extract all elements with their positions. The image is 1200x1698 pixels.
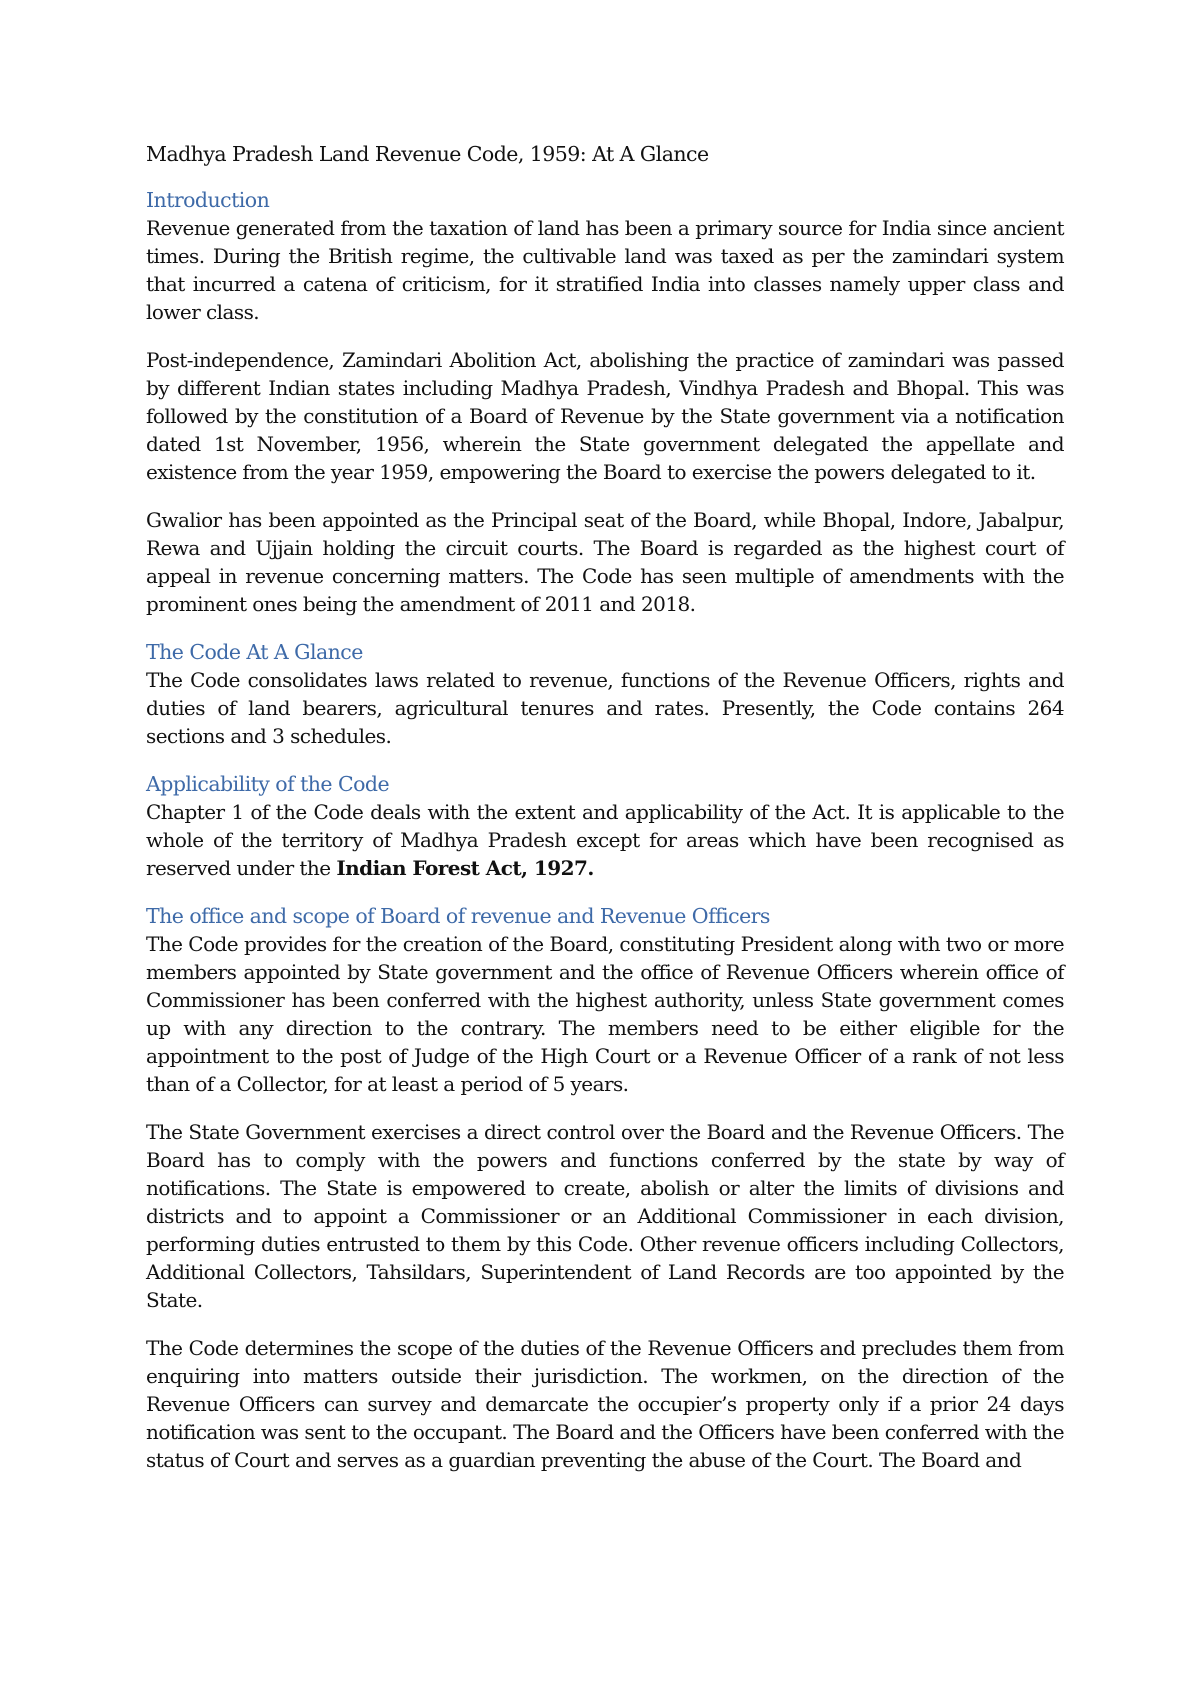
- paragraph-board-office-2: The State Government exercises a direct control over the Board and the Revenue Officers. The Board has to comply with the powers and functions conferred by the state by way of notifications. The State is empowered to create, abolish or alter the limits of divisions and districts and to appoint a Commissioner or an Additional Commissioner in each division, performing duties entrusted to them by this Code. Other revenue officers including Collectors, Additional Collectors, Tahsildars, Superintendent of Land Records are too appointed by the State.: [146, 1120, 1064, 1312]
- paragraph-introduction-1: Revenue generated from the taxation of land has been a primary source for India since ancient times. During the British regime, the cultivable land was taxed as per the zamindari system that incurred a catena of criticism, for it stratified India into classes namely upper class and lower class.: [146, 216, 1064, 324]
- document-page: [146, 140, 1064, 1494]
- heading-code-at-a-glance: The Code At A Glance: [146, 640, 363, 664]
- indian-forest-act-reference: Indian Forest Act, 1927.: [336, 856, 594, 880]
- applicability-text: Chapter 1 of the Code deals with the extent and applicability of the Act. It is applicable to the whole of the territory of Madhya Pradesh except for areas which have been recognised as reserved under the: [146, 800, 1064, 880]
- paragraph-board-office-1: The Code provides for the creation of the Board, constituting President along with two or more members appointed by State government and the office of Revenue Officers wherein office of Commissioner has been conferred with the highest authority, unless State government comes up with any direction to the contrary. The members need to be either eligible for the appointment to the post of Judge of the High Court or a Revenue Officer of a rank of not less than of a Collector, for at least a period of 5 years.: [146, 932, 1064, 1096]
- heading-board-office: The office and scope of Board of revenue and Revenue Officers: [146, 904, 770, 928]
- paragraph-introduction-2: Post-independence, Zamindari Abolition Act, abolishing the practice of zamindari was passed by different Indian states including Madhya Pradesh, Vindhya Pradesh and Bhopal. This was followed by the constitution of a Board of Revenue by the State government via a notification dated 1st November, 1956, wherein the State government delegated the appellate and existence from the year 1959, empowering the Board to exercise the powers delegated to it.: [146, 348, 1064, 484]
- paragraph-code-at-a-glance-1: The Code consolidates laws related to revenue, functions of the Revenue Officers, rights and duties of land bearers, agricultural tenures and rates. Presently, the Code contains 264 sections and 3 schedules.: [146, 668, 1064, 748]
- heading-introduction: Introduction: [146, 188, 270, 212]
- paragraph-applicability-1: [146, 798, 1064, 882]
- paragraph-introduction-3: Gwalior has been appointed as the Principal seat of the Board, while Bhopal, Indore, Jabalpur, Rewa and Ujjain holding the circuit courts. The Board is regarded as the highest court of appeal in revenue concerning matters. The Code has seen multiple of amendments with the prominent ones being the amendment of 2011 and 2018.: [146, 508, 1064, 616]
- paragraph-board-office-3: The Code determines the scope of the duties of the Revenue Officers and precludes them from enquiring into matters outside their jurisdiction. The workmen, on the direction of the Revenue Officers can survey and demarcate the occupier’s property only if a prior 24 days notification was sent to the occupant. The Board and the Officers have been conferred with the status of Court and serves as a guardian preventing the abuse of the Court. The Board and: [146, 1336, 1064, 1472]
- heading-applicability: Applicability of the Code: [146, 772, 390, 796]
- document-title: Madhya Pradesh Land Revenue Code, 1959: At A Glance: [146, 142, 709, 166]
